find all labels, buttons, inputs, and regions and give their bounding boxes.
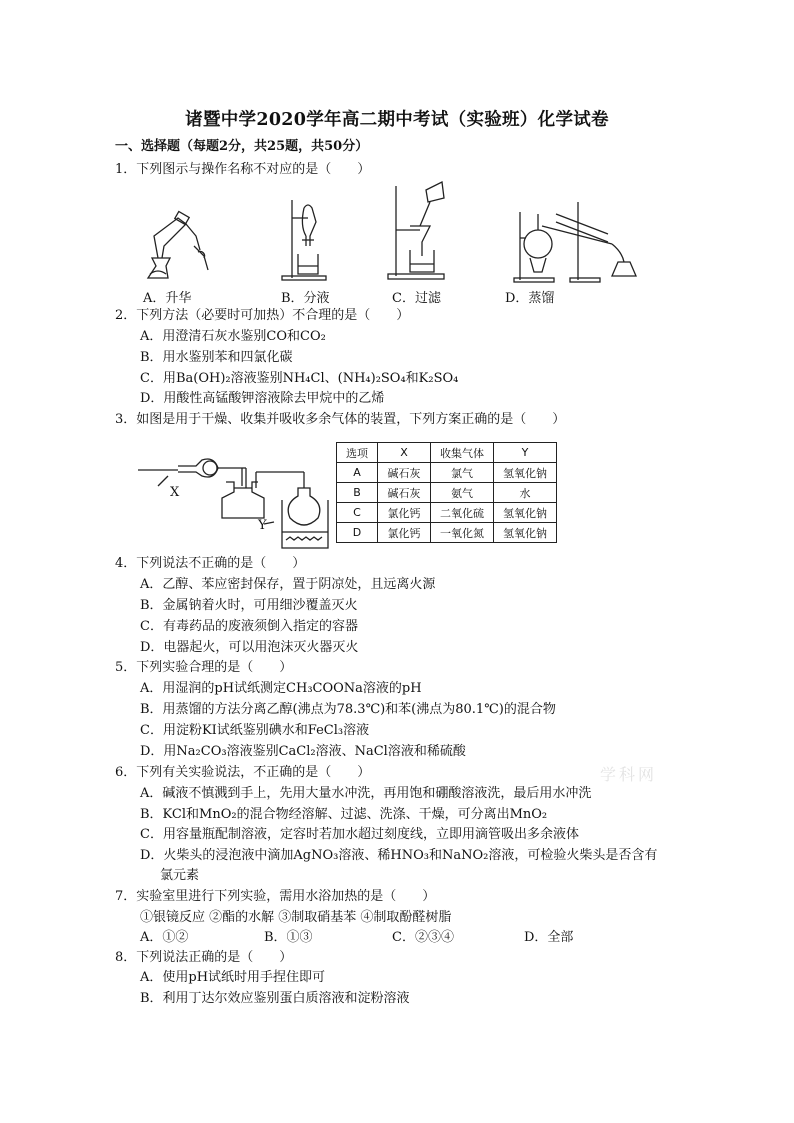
q2-option-c: C．用Ba(OH)₂溶液鉴别NH₄Cl、(NH₄)₂SO₄和K₂SO₄ [140, 371, 459, 386]
q4-option-b: B．金属钠着火时，可用细沙覆盖灭火 [140, 598, 358, 613]
label-x: X [170, 485, 180, 500]
table-header-cell: 选项 [337, 443, 378, 463]
q6-option-b: B．KCl和MnO₂的混合物经溶解、过滤、洗涤、干燥，可分离出MnO₂ [140, 807, 548, 822]
q4-option-a: A．乙醇、苯应密封保存，置于阴凉处，且远离火源 [140, 577, 436, 592]
table-cell: 碱石灰 [378, 463, 431, 483]
table-cell: 氯气 [431, 463, 494, 483]
question-4-stem: 4．下列说法不正确的是（ ） [115, 556, 306, 571]
table-cell: 氢氧化钠 [494, 503, 557, 523]
table-cell: B [337, 483, 378, 503]
question-5-stem: 5．下列实验合理的是（ ） [115, 660, 293, 675]
table-cell: 二氧化硫 [431, 503, 494, 523]
question-2-stem: 2．下列方法（必要时可加热）不合理的是（ ） [115, 308, 410, 323]
q5-option-b: B．用蒸馏的方法分离乙醇(沸点为78.3℃)和苯(沸点为80.1℃)的混合物 [140, 702, 556, 717]
table-cell: C [337, 503, 378, 523]
separatory-funnel-figure [280, 196, 330, 282]
q2-option-b: B．用水鉴别苯和四氯化碳 [140, 350, 293, 365]
q8-option-b: B．利用丁达尔效应鉴别蛋白质溶液和淀粉溶液 [140, 991, 410, 1006]
q7-option-d: D．全部 [524, 930, 574, 945]
watermark: 学科网 [600, 765, 658, 784]
q5-option-d: D．用Na₂CO₃溶液鉴别CaCl₂溶液、NaCl溶液和稀硫酸 [140, 744, 466, 759]
table-cell: 水 [494, 483, 557, 503]
q8-option-a: A．使用pH试纸时用手捏住即可 [140, 970, 326, 985]
question-3-stem: 3．如图是用于干燥、收集并吸收多余气体的装置，下列方案正确的是（ ） [115, 412, 566, 427]
page-title: 诸暨中学2020学年高二期中考试（实验班）化学试卷 [185, 110, 609, 130]
table-row [337, 523, 557, 543]
question-8-stem: 8．下列说法正确的是（ ） [115, 950, 293, 965]
table-cell: 氢氧化钠 [494, 463, 557, 483]
q4-option-c: C．有毒药品的废液须倒入指定的容器 [140, 619, 358, 634]
table-header-cell: 收集气体 [431, 443, 494, 463]
q1-option-c: C．过滤 [392, 291, 441, 306]
question-1-stem: 1．下列图示与操作名称不对应的是（ ） [115, 162, 371, 177]
q6-option-d-continued: 氯元素 [160, 868, 200, 883]
q6-option-a: A．碱液不慎溅到手上，先用大量水冲洗，再用饱和硼酸溶液洗，最后用水冲洗 [140, 786, 592, 801]
filtration-figure [386, 180, 446, 280]
sublimation-apparatus-figure [138, 206, 218, 284]
q2-option-d: D．用酸性高锰酸钾溶液除去甲烷中的乙烯 [140, 391, 385, 406]
table-cell: 一氧化氮 [431, 523, 494, 543]
table-header-row [337, 443, 557, 463]
q3-options-table [336, 442, 557, 543]
q7-option-a: A．①② [140, 930, 189, 945]
q7-items: ①银镜反应 ②酯的水解 ③制取硝基苯 ④制取酚醛树脂 [140, 910, 452, 925]
label-y: Y [258, 518, 267, 533]
q6-option-c: C．用容量瓶配制溶液，定容时若加水超过刻度线，立即用滴管吸出多余液体 [140, 827, 579, 842]
q1-option-d: D．蒸馏 [505, 291, 555, 306]
table-cell: 氨气 [431, 483, 494, 503]
q6-option-d: D．火柴头的浸泡液中滴加AgNO₃溶液、稀HNO₃和NaNO₂溶液，可检验火柴头是否含有 [140, 848, 658, 863]
table-header-cell: Y [494, 443, 557, 463]
table-cell: D [337, 523, 378, 543]
table-cell: 氯化钙 [378, 523, 431, 543]
table-cell: A [337, 463, 378, 483]
q1-option-b: B．分液 [281, 291, 330, 306]
q2-option-a: A．用澄清石灰水鉴别CO和CO₂ [140, 329, 326, 344]
q7-option-b: B．①③ [264, 930, 313, 945]
table-row [337, 503, 557, 523]
table-cell: 碱石灰 [378, 483, 431, 503]
section-heading: 一、选择题（每题2分，共25题，共50分） [115, 139, 369, 154]
q5-option-c: C．用淀粉KI试纸鉴别碘水和FeCl₃溶液 [140, 723, 370, 738]
q4-option-d: D．电器起火，可以用泡沫灭火器灭火 [140, 640, 359, 655]
q7-option-c: C．②③④ [392, 930, 454, 945]
table-row [337, 483, 557, 503]
table-row [337, 463, 557, 483]
q5-option-a: A．用湿润的pH试纸测定CH₃COONa溶液的pH [140, 681, 422, 696]
q1-option-a: A．升华 [143, 291, 192, 306]
table-cell: 氯化钙 [378, 503, 431, 523]
distillation-figure [512, 192, 638, 284]
question-7-stem: 7．实验室里进行下列实验，需用水浴加热的是（ ） [115, 889, 436, 904]
question-6-stem: 6．下列有关实验说法，不正确的是（ ） [115, 765, 371, 780]
table-header-cell: X [378, 443, 431, 463]
gas-collection-apparatus-figure [138, 452, 334, 552]
table-cell: 氢氧化钠 [494, 523, 557, 543]
